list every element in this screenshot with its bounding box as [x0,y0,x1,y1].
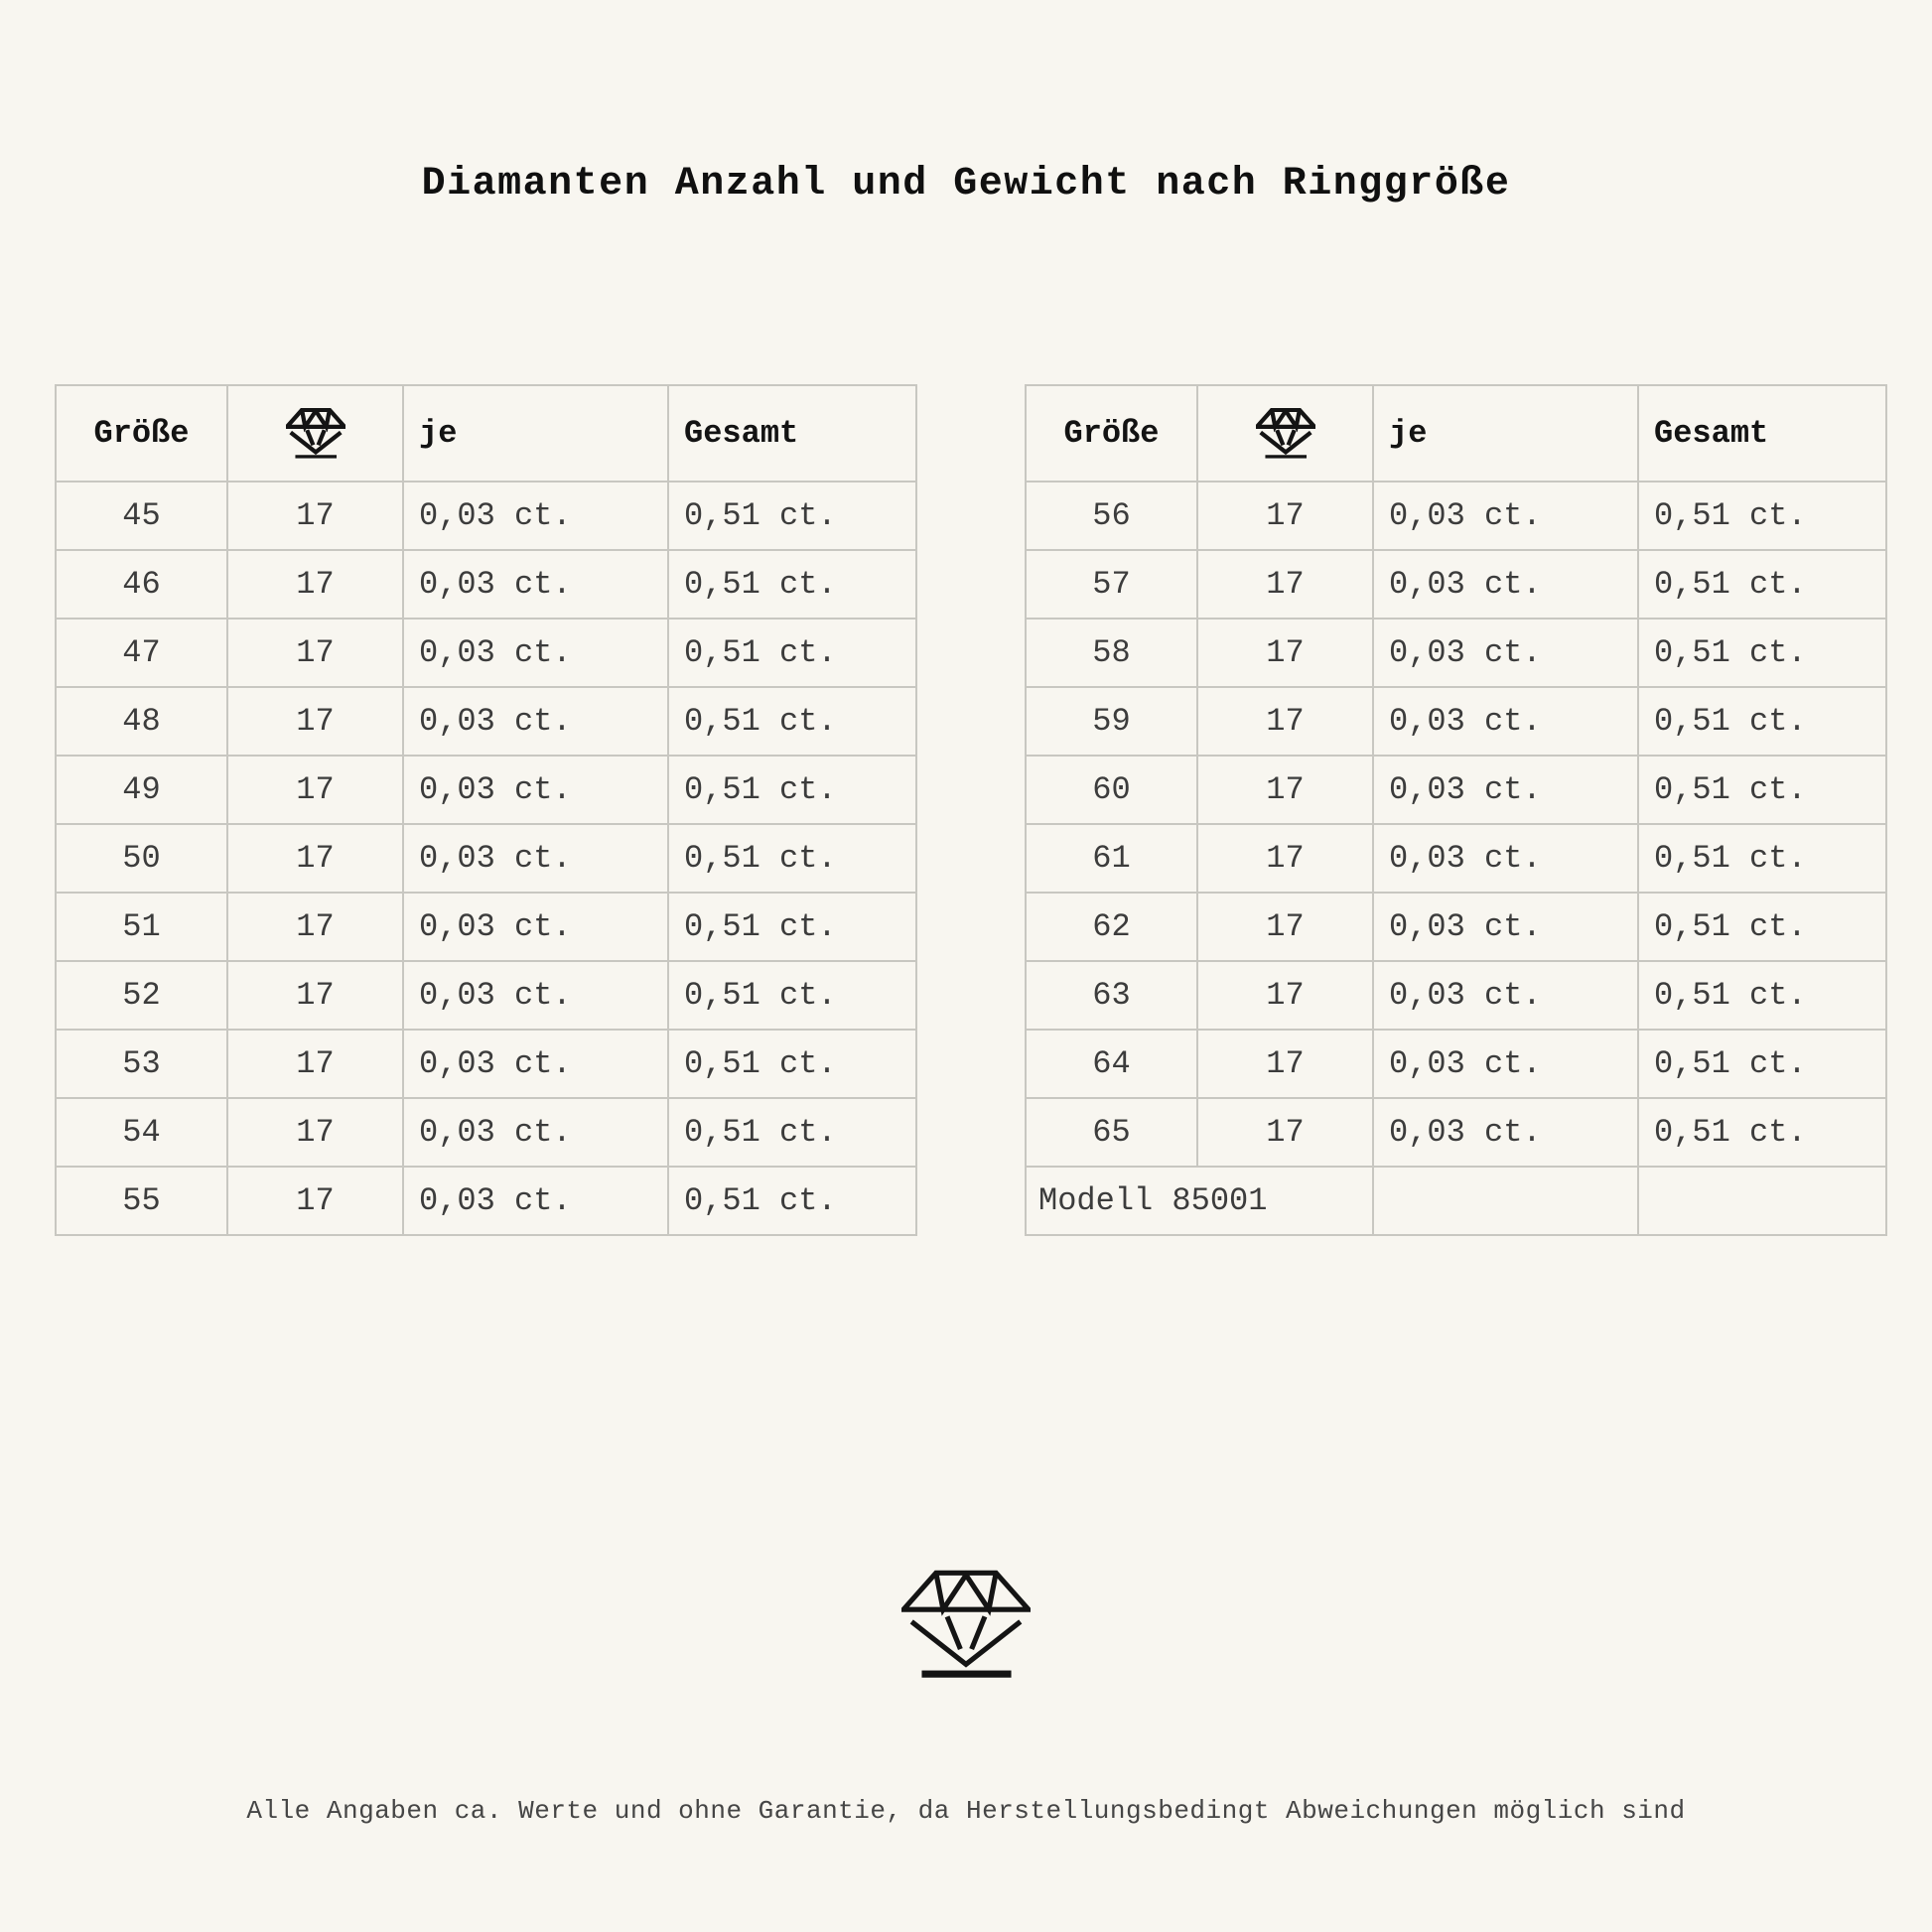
header-row [56,385,916,482]
total-weight-cell: 0,51 ct. [1638,961,1886,1030]
column-header-total: Gesamt [1638,385,1886,482]
size-cell: 51 [56,893,227,961]
size-cell: 48 [56,687,227,756]
size-cell: 65 [1026,1098,1197,1167]
each-weight-cell: 0,03 ct. [1373,961,1638,1030]
size-cell: 50 [56,824,227,893]
size-cell: 58 [1026,619,1197,687]
ring-size-table-left [55,384,917,1236]
model-row [1026,1167,1886,1235]
size-cell: 54 [56,1098,227,1167]
diamond-icon [901,1569,1031,1681]
diamond-icon [286,408,345,460]
table-row [1026,824,1886,893]
empty-cell [1638,1167,1886,1235]
column-header-size: Größe [56,385,227,482]
total-weight-cell: 0,51 ct. [668,482,916,550]
each-weight-cell: 0,03 ct. [403,1167,668,1235]
count-cell: 17 [1197,756,1373,824]
page-title: Diamanten Anzahl und Gewicht nach Ringgröße [421,162,1511,207]
total-weight-cell: 0,51 ct. [1638,893,1886,961]
count-cell: 17 [227,1098,403,1167]
size-cell: 46 [56,550,227,619]
size-cell: 64 [1026,1030,1197,1098]
total-weight-cell: 0,51 ct. [1638,824,1886,893]
count-cell: 17 [227,756,403,824]
size-cell: 59 [1026,687,1197,756]
total-weight-cell: 0,51 ct. [1638,550,1886,619]
table-row [1026,1030,1886,1098]
count-cell: 17 [1197,961,1373,1030]
total-weight-cell: 0,51 ct. [668,756,916,824]
each-weight-cell: 0,03 ct. [403,550,668,619]
table-row [1026,756,1886,824]
table-row [1026,482,1886,550]
table-footer-body [1026,1167,1886,1235]
each-weight-cell: 0,03 ct. [403,824,668,893]
table-body [56,482,916,1235]
count-cell: 17 [1197,619,1373,687]
table-row [1026,961,1886,1030]
column-header-each: je [1373,385,1638,482]
header-row [1026,385,1886,482]
count-cell: 17 [1197,550,1373,619]
total-weight-cell: 0,51 ct. [668,1030,916,1098]
each-weight-cell: 0,03 ct. [1373,550,1638,619]
total-weight-cell: 0,51 ct. [668,893,916,961]
each-weight-cell: 0,03 ct. [1373,756,1638,824]
disclaimer-text: Alle Angaben ca. Werte und ohne Garantie, da Herstellungsbedingt Abweichungen möglich sind [246,1796,1686,1826]
each-weight-cell: 0,03 ct. [403,687,668,756]
total-weight-cell: 0,51 ct. [668,824,916,893]
size-cell: 55 [56,1167,227,1235]
table-row [1026,619,1886,687]
each-weight-cell: 0,03 ct. [1373,1030,1638,1098]
table-row [56,687,916,756]
count-cell: 17 [1197,687,1373,756]
count-cell: 17 [227,961,403,1030]
table-row [56,619,916,687]
table-header [56,385,916,482]
table-row [1026,550,1886,619]
each-weight-cell: 0,03 ct. [403,482,668,550]
table-row [56,1030,916,1098]
diamond-icon [1256,408,1315,460]
size-cell: 61 [1026,824,1197,893]
size-cell: 63 [1026,961,1197,1030]
count-cell: 17 [1197,893,1373,961]
size-cell: 56 [1026,482,1197,550]
each-weight-cell: 0,03 ct. [1373,482,1638,550]
empty-cell [1373,1167,1638,1235]
each-weight-cell: 0,03 ct. [403,893,668,961]
table-row [56,756,916,824]
size-cell: 53 [56,1030,227,1098]
table-row [56,961,916,1030]
each-weight-cell: 0,03 ct. [1373,893,1638,961]
size-cell: 45 [56,482,227,550]
each-weight-cell: 0,03 ct. [1373,619,1638,687]
table-header [1026,385,1886,482]
count-cell: 17 [227,619,403,687]
table-row [1026,893,1886,961]
each-weight-cell: 0,03 ct. [1373,1098,1638,1167]
table-row [56,1098,916,1167]
table-row [1026,687,1886,756]
count-cell: 17 [1197,824,1373,893]
total-weight-cell: 0,51 ct. [1638,482,1886,550]
count-cell: 17 [1197,482,1373,550]
each-weight-cell: 0,03 ct. [1373,687,1638,756]
count-cell: 17 [227,893,403,961]
size-cell: 62 [1026,893,1197,961]
each-weight-cell: 0,03 ct. [403,619,668,687]
total-weight-cell: 0,51 ct. [1638,1098,1886,1167]
count-cell: 17 [1197,1030,1373,1098]
table-body [1026,482,1886,1167]
column-header-size: Größe [1026,385,1197,482]
total-weight-cell: 0,51 ct. [668,1167,916,1235]
total-weight-cell: 0,51 ct. [668,1098,916,1167]
count-cell: 17 [227,482,403,550]
size-cell: 57 [1026,550,1197,619]
each-weight-cell: 0,03 ct. [1373,824,1638,893]
count-cell: 17 [227,687,403,756]
model-label-cell: Modell 85001 [1026,1167,1373,1235]
table-row [56,893,916,961]
column-header-count [227,385,403,482]
table-row [56,550,916,619]
each-weight-cell: 0,03 ct. [403,961,668,1030]
size-cell: 49 [56,756,227,824]
table-row [56,1167,916,1235]
table-row [56,824,916,893]
size-cell: 60 [1026,756,1197,824]
each-weight-cell: 0,03 ct. [403,1098,668,1167]
count-cell: 17 [227,824,403,893]
total-weight-cell: 0,51 ct. [1638,687,1886,756]
size-cell: 47 [56,619,227,687]
total-weight-cell: 0,51 ct. [668,619,916,687]
column-header-count [1197,385,1373,482]
each-weight-cell: 0,03 ct. [403,756,668,824]
count-cell: 17 [227,550,403,619]
total-weight-cell: 0,51 ct. [1638,756,1886,824]
ring-size-table-right [1025,384,1887,1236]
brand-logo [0,1569,1932,1686]
each-weight-cell: 0,03 ct. [403,1030,668,1098]
table-row [1026,1098,1886,1167]
table-row [56,482,916,550]
count-cell: 17 [1197,1098,1373,1167]
total-weight-cell: 0,51 ct. [668,961,916,1030]
total-weight-cell: 0,51 ct. [1638,619,1886,687]
count-cell: 17 [227,1167,403,1235]
column-header-each: je [403,385,668,482]
total-weight-cell: 0,51 ct. [668,687,916,756]
total-weight-cell: 0,51 ct. [668,550,916,619]
size-cell: 52 [56,961,227,1030]
column-header-total: Gesamt [668,385,916,482]
total-weight-cell: 0,51 ct. [1638,1030,1886,1098]
count-cell: 17 [227,1030,403,1098]
